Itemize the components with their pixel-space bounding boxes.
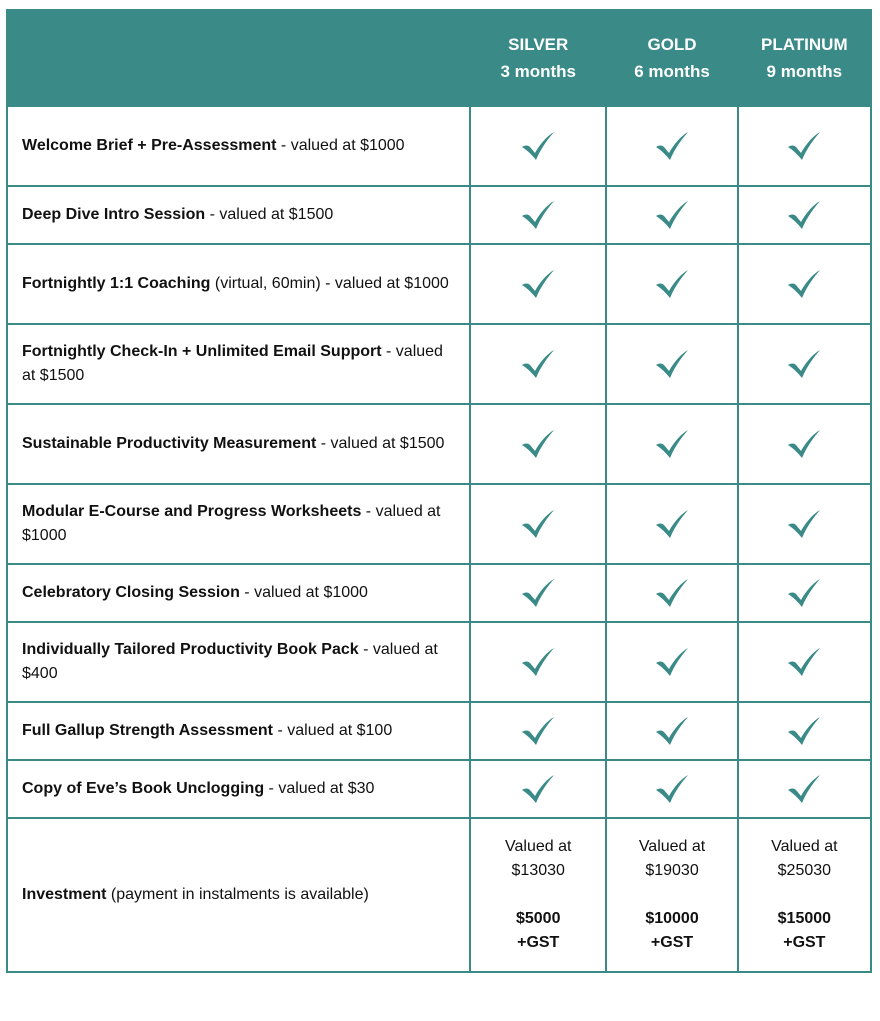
check-cell-gold — [606, 702, 737, 760]
feature-label: Individually Tailored Productivity Book Pack - valued at $400 — [7, 622, 470, 702]
checkmark-icon — [654, 646, 690, 678]
checkmark-icon — [786, 130, 822, 162]
check-cell-platinum — [738, 564, 871, 622]
checkmark-icon — [520, 268, 556, 300]
check-cell-silver — [470, 186, 606, 244]
valued-label: Valued at — [771, 838, 838, 855]
feature-row — [7, 564, 871, 622]
price: $10000 — [645, 910, 699, 927]
investment-silver — [470, 818, 606, 972]
valued-label: Valued at — [638, 838, 706, 855]
checkmark-icon — [654, 508, 690, 540]
check-cell-gold — [606, 564, 737, 622]
feature-label: Celebratory Closing Session - valued at $1000 — [7, 564, 470, 622]
check-cell-silver — [470, 702, 606, 760]
tier-header-silver — [470, 10, 606, 106]
valued-amount: $25030 — [777, 862, 832, 879]
check-cell-silver — [470, 622, 606, 702]
feature-row — [7, 760, 871, 818]
checkmark-icon — [786, 646, 822, 678]
check-cell-silver — [470, 484, 606, 564]
checkmark-icon — [654, 773, 690, 805]
checkmark-icon — [654, 348, 690, 380]
check-cell-platinum — [738, 702, 871, 760]
investment-platinum — [738, 818, 871, 972]
checkmark-icon — [520, 428, 556, 460]
feature-label: Modular E-Course and Progress Worksheets - valued at $1000 — [7, 484, 470, 564]
check-cell-gold — [606, 186, 737, 244]
feature-label: Fortnightly Check-In + Unlimited Email Support - valued at $1500 — [7, 324, 470, 404]
feature-row — [7, 106, 871, 186]
check-cell-gold — [606, 106, 737, 186]
tier-duration: 9 months — [766, 62, 843, 81]
checkmark-icon — [786, 348, 822, 380]
check-cell-gold — [606, 484, 737, 564]
feature-row — [7, 186, 871, 244]
check-cell-platinum — [738, 324, 871, 404]
check-cell-platinum — [738, 484, 871, 564]
check-cell-gold — [606, 324, 737, 404]
checkmark-icon — [786, 428, 822, 460]
investment-row — [7, 818, 871, 972]
check-cell-silver — [470, 244, 606, 324]
feature-row — [7, 622, 871, 702]
check-cell-platinum — [738, 404, 871, 484]
tier-name: PLATINUM — [761, 35, 848, 54]
price-tax: +GST — [783, 934, 826, 951]
checkmark-icon — [520, 348, 556, 380]
check-cell-gold — [606, 244, 737, 324]
checkmark-icon — [786, 199, 822, 231]
feature-row — [7, 702, 871, 760]
checkmark-icon — [520, 715, 556, 747]
valued-label: Valued at — [505, 838, 572, 855]
checkmark-icon — [520, 130, 556, 162]
feature-label: Fortnightly 1:1 Coaching (virtual, 60min) - valued at $1000 — [7, 244, 470, 324]
tier-name: GOLD — [647, 35, 697, 54]
checkmark-icon — [654, 428, 690, 460]
checkmark-icon — [786, 773, 822, 805]
feature-label: Full Gallup Strength Assessment - valued at $100 — [7, 702, 470, 760]
header-empty-cell — [7, 10, 470, 106]
check-cell-platinum — [738, 244, 871, 324]
checkmark-icon — [786, 715, 822, 747]
checkmark-icon — [520, 646, 556, 678]
checkmark-icon — [786, 268, 822, 300]
checkmark-icon — [786, 577, 822, 609]
feature-row — [7, 404, 871, 484]
feature-label: Deep Dive Intro Session - valued at $1500 — [7, 186, 470, 244]
check-cell-silver — [470, 564, 606, 622]
pricing-table — [6, 9, 872, 973]
checkmark-icon — [654, 715, 690, 747]
checkmark-icon — [520, 199, 556, 231]
checkmark-icon — [520, 773, 556, 805]
feature-label: Sustainable Productivity Measurement - valued at $1500 — [7, 404, 470, 484]
tier-header-platinum — [738, 10, 871, 106]
feature-row — [7, 244, 871, 324]
price: $5000 — [515, 910, 561, 927]
check-cell-platinum — [738, 106, 871, 186]
checkmark-icon — [520, 508, 556, 540]
price: $15000 — [777, 910, 832, 927]
check-cell-silver — [470, 106, 606, 186]
check-cell-platinum — [738, 760, 871, 818]
feature-label: Copy of Eve’s Book Unclogging - valued at $30 — [7, 760, 470, 818]
investment-gold — [606, 818, 737, 972]
price-tax: +GST — [650, 934, 694, 951]
check-cell-gold — [606, 622, 737, 702]
tier-name: SILVER — [508, 35, 569, 54]
feature-label: Welcome Brief + Pre-Assessment - valued at $1000 — [7, 106, 470, 186]
valued-amount: $19030 — [645, 862, 699, 879]
checkmark-icon — [654, 130, 690, 162]
price-tax: +GST — [517, 934, 560, 951]
check-cell-platinum — [738, 186, 871, 244]
feature-row — [7, 324, 871, 404]
check-cell-silver — [470, 324, 606, 404]
check-cell-silver — [470, 404, 606, 484]
checkmark-icon — [654, 199, 690, 231]
valued-amount: $13030 — [511, 862, 565, 879]
check-cell-silver — [470, 760, 606, 818]
check-cell-gold — [606, 404, 737, 484]
tier-header-gold — [606, 10, 737, 106]
check-cell-platinum — [738, 622, 871, 702]
feature-row — [7, 484, 871, 564]
checkmark-icon — [786, 508, 822, 540]
checkmark-icon — [654, 268, 690, 300]
tier-duration: 6 months — [634, 62, 710, 81]
checkmark-icon — [520, 577, 556, 609]
checkmark-icon — [654, 577, 690, 609]
tier-duration: 3 months — [500, 62, 576, 81]
header-row — [7, 10, 871, 106]
investment-label: Investment (payment in instalments is available) — [7, 818, 470, 972]
check-cell-gold — [606, 760, 737, 818]
